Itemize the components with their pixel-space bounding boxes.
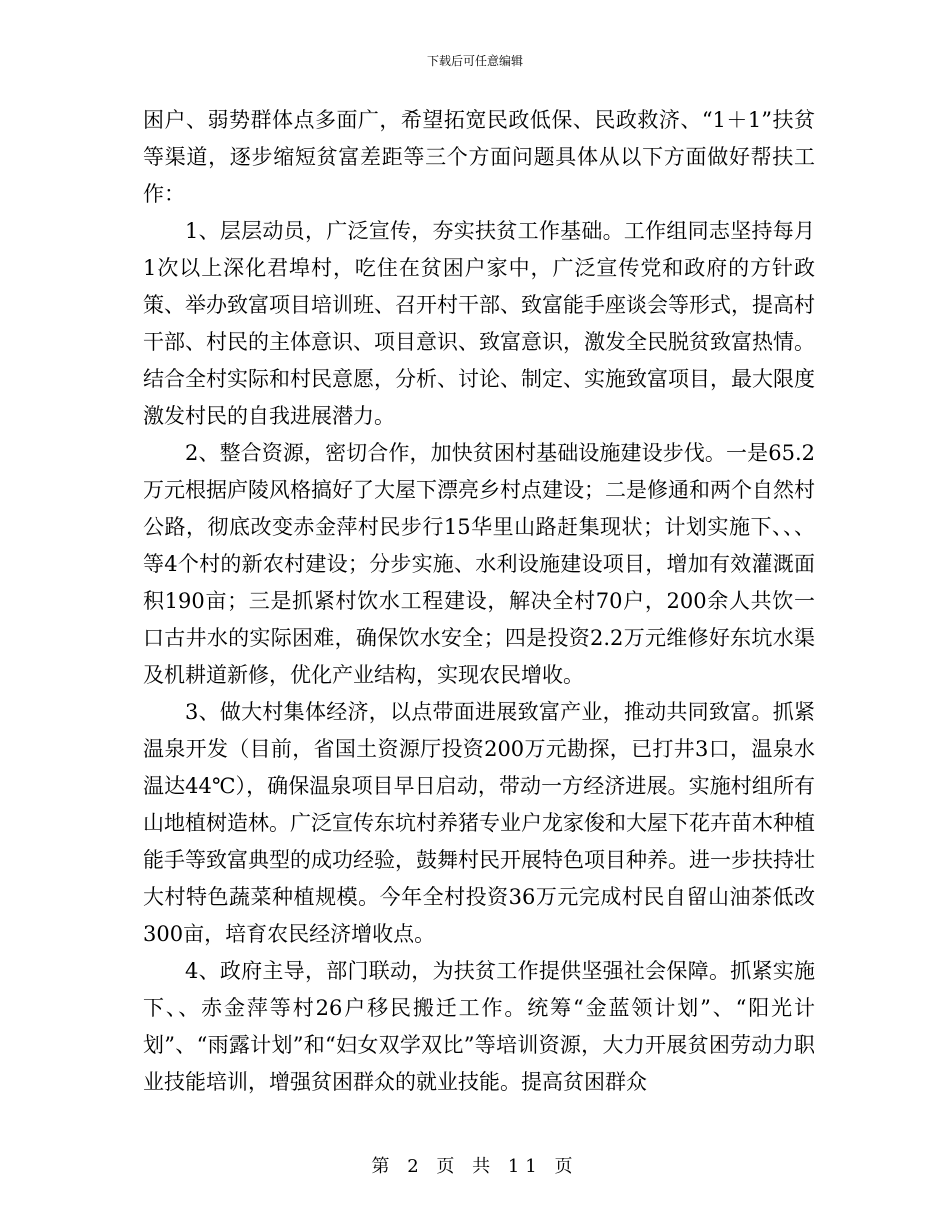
paragraph-item-4: 4、政府主导，部门联动，为扶贫工作提供坚强社会保障。抓紧实施下、、赤金萍等村26户移民搬迁工作。统筹“金蓝领计划”、“阳光计划”、“雨露计划”和“妇女双学双比”等培训资源，大力开展贫困劳动力职业技能培训，增强贫困群众的就业技能。提高贫困群众 <box>143 959 815 1094</box>
page-header-note: 下载后可任意编辑 <box>426 54 523 68</box>
paragraph-item-3: 3、做大村集体经济，以点带面进展致富产业，推动共同致富。抓紧温泉开发（目前，省国土资源厅投资200万元勘探，已打井3口，温泉水温达44℃），确保温泉项目早日启动，带动一方经济进展。实施村组所有山地植树造林。广泛宣传东坑村养猪专业户龙家俊和大屋下花卉苗木种植能手等致富典型的成功经验，鼓舞村民开展特色项目种养。进一步扶持壮大村特色蔬菜种植规模。今年全村投资36万元完成村民自留山油茶低改300亩，培育农民经济增收点。 <box>143 700 815 946</box>
paragraph-item-1: 1、层层动员，广泛宣传，夯实扶贫工作基础。工作组同志坚持每月1次以上深化君埠村，吃住在贫困户家中，广泛宣传党和政府的方针政策、举办致富项目培训班、召开村干部、致富能手座谈会等形式，提高村干部、村民的主体意识、项目意识、致富意识，激发全民脱贫致富热情。结合全村实际和村民意愿，分析、讨论、制定、实施致富项目，最大限度激发村民的自我进展潜力。 <box>143 219 815 428</box>
page-number-footer: 第 2 页 共 11 页 <box>371 1156 579 1177</box>
document-body <box>143 102 815 1101</box>
paragraph-item-2: 2、整合资源，密切合作，加快贫困村基础设施建设步伐。一是65.2万元根据庐陵风格搞好了大屋下漂亮乡村点建设；二是修通和两个自然村公路，彻底改变赤金萍村民步行15华里山路赶集现状；计划实施下、、、等4个村的新农村建设；分步实施、水利设施建设项目，增加有效灌溉面积190亩；三是抓紧村饮水工程建设，解决全村70户，200余人共饮一口古井水的实际困难，确保饮水安全；四是投资2.2万元维修好东坑水渠及机耕道新修，优化产业结构，实现农民增收。 <box>143 441 815 687</box>
paragraph-continuation: 困户、弱势群体点多面广，希望拓宽民政低保、民政救济、“1＋1”扶贫等渠道，逐步缩短贫富差距等三个方面问题具体从以下方面做好帮扶工作： <box>143 108 815 206</box>
